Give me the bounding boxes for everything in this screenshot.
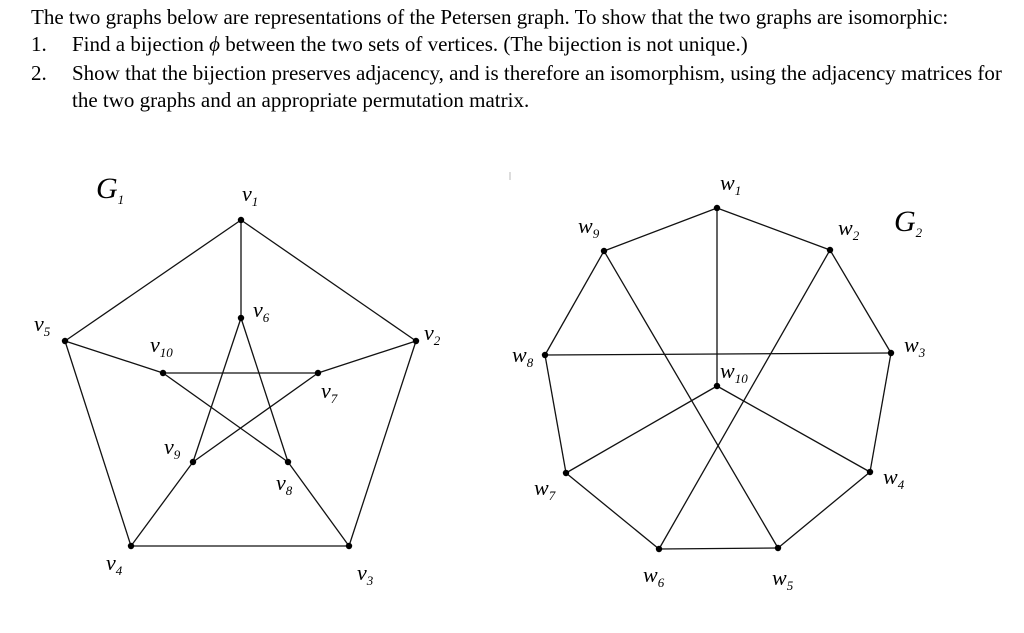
- vertex-label-w3: $w_3$: [904, 332, 926, 360]
- vertex-w1: [714, 205, 720, 211]
- vertex-v3: [346, 543, 352, 549]
- edge-w2-w3: [830, 250, 891, 353]
- vertex-label-w6: $w_6$: [643, 562, 665, 590]
- edge-v7-v9: [193, 373, 318, 462]
- graph-g2: [512, 170, 926, 593]
- vertex-label-v6: $v_6$: [253, 297, 270, 325]
- vertex-v6: [238, 315, 244, 321]
- edge-w3-w4: [870, 353, 891, 472]
- vertex-label-v10: $v_{10}$: [150, 332, 173, 360]
- vertex-v5: [62, 338, 68, 344]
- edge-w8-w9: [545, 251, 604, 355]
- vertex-w9: [601, 248, 607, 254]
- vertex-label-v2: $v_2$: [424, 320, 441, 348]
- vertex-label-w1: $w_1$: [720, 170, 742, 198]
- edge-v5-v10: [65, 341, 163, 373]
- edge-v3-v8: [288, 462, 349, 546]
- vertex-label-v1: $v_1$: [242, 181, 259, 209]
- vertex-label-v5: $v_5$: [34, 311, 51, 339]
- vertex-label-w5: $w_5$: [772, 565, 794, 593]
- vertex-v4: [128, 543, 134, 549]
- vertex-w4: [867, 469, 873, 475]
- vertex-label-w7: $w_7$: [534, 475, 556, 503]
- graph-name-g1: $G_1$: [96, 172, 125, 207]
- vertex-w10: [714, 383, 720, 389]
- vertex-label-w9: $w_9$: [578, 213, 600, 241]
- edge-w9-w5: [604, 251, 778, 548]
- edge-v5-v1: [65, 220, 241, 341]
- item-number: 1.: [31, 32, 47, 56]
- phi-symbol: ϕ: [209, 32, 220, 56]
- edge-w8-w3: [545, 353, 891, 355]
- vertex-label-w4: $w_4$: [883, 464, 905, 492]
- vertex-v1: [238, 217, 244, 223]
- vertex-label-v9: $v_9$: [164, 434, 181, 462]
- edge-v2-v3: [349, 341, 416, 546]
- g2-vertices: [542, 205, 894, 552]
- vertex-w8: [542, 352, 548, 358]
- vertex-w7: [563, 470, 569, 476]
- item-text-after: between the two sets of vertices. (The bijection is not unique.): [219, 32, 748, 56]
- vertex-label-v4: $v_4$: [106, 550, 123, 578]
- edge-w6-w7: [566, 473, 659, 549]
- g1-vertex-labels: [34, 181, 441, 588]
- edge-v8-v10: [163, 373, 288, 462]
- graph-g1: [34, 172, 441, 588]
- edge-v4-v9: [131, 462, 193, 546]
- vertex-label-w2: $w_2$: [838, 215, 860, 243]
- vertex-w6: [656, 546, 662, 552]
- problem-intro: The two graphs below are representations of the Petersen graph. To show that the two graphs are isomorphic:: [31, 5, 949, 29]
- edge-v2-v7: [318, 341, 416, 373]
- vertex-v8: [285, 459, 291, 465]
- graph-name-g2: $G_2$: [894, 205, 923, 240]
- edge-v4-v5: [65, 341, 131, 546]
- edge-w10-w4: [717, 386, 870, 472]
- edge-w4-w5: [778, 472, 870, 548]
- vertex-label-w10: $w_{10}$: [720, 358, 748, 386]
- g1-edges: [65, 220, 416, 546]
- g2-vertex-labels: [512, 170, 926, 593]
- edge-w7-w8: [545, 355, 566, 473]
- edge-w1-w2: [717, 208, 830, 250]
- edge-v9-v6: [193, 318, 241, 462]
- vertex-v2: [413, 338, 419, 344]
- vertex-label-v8: $v_8$: [276, 470, 293, 498]
- item-text-before: Find a bijection: [72, 32, 210, 56]
- item-number: 2.: [31, 61, 47, 85]
- edge-w9-w1: [604, 208, 717, 251]
- vertex-w3: [888, 350, 894, 356]
- g2-edges: [545, 208, 891, 549]
- vertex-v9: [190, 459, 196, 465]
- edge-w10-w7: [566, 386, 717, 473]
- vertex-w2: [827, 247, 833, 253]
- edge-w2-w6: [659, 250, 830, 549]
- edge-v6-v8: [241, 318, 288, 462]
- vertex-v7: [315, 370, 321, 376]
- vertex-label-v3: $v_3$: [357, 560, 374, 588]
- edge-w5-w6: [659, 548, 778, 549]
- vertex-w5: [775, 545, 781, 551]
- vertex-v10: [160, 370, 166, 376]
- vertex-label-w8: $w_8$: [512, 342, 534, 370]
- item-text: Show that the bijection preserves adjacency, and is therefore an isomorphism, using the adjacency matrices for the two graphs and an appropriate permutation matrix.: [72, 61, 1002, 112]
- vertex-label-v7: $v_7$: [321, 378, 338, 406]
